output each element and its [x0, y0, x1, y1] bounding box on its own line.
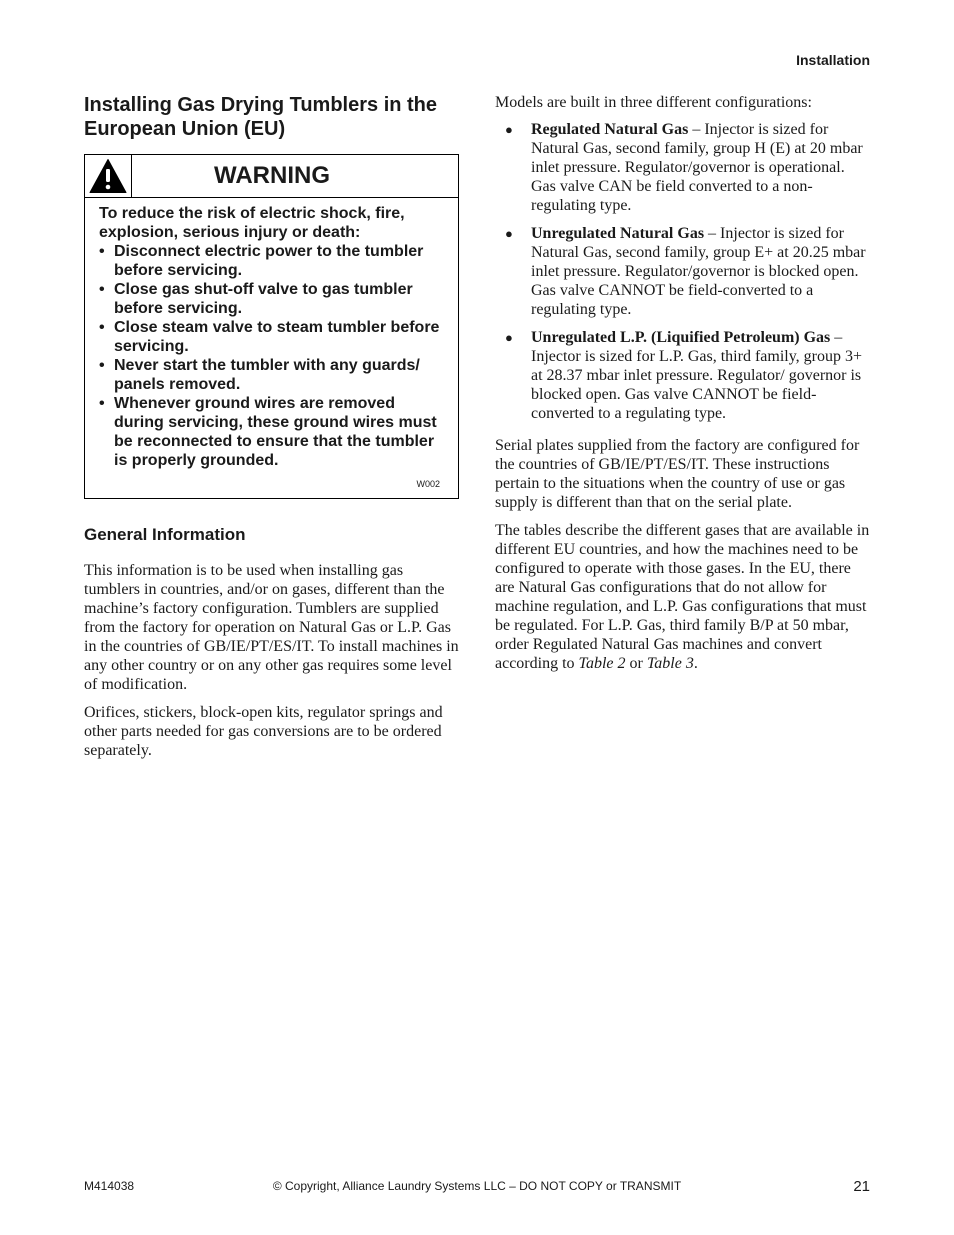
paragraph-text: or	[625, 655, 647, 672]
bullet-icon: ●	[505, 330, 513, 345]
warning-body	[85, 198, 458, 498]
warning-triangle-icon	[89, 158, 127, 194]
paragraph-text: .	[693, 655, 698, 672]
configuration-name: Unregulated L.P. (Liquified Petroleum) Gas	[531, 329, 831, 346]
bullet-icon: ●	[505, 226, 513, 241]
configuration-item	[495, 224, 870, 319]
warning-code: W002	[416, 479, 440, 489]
configuration-item	[495, 328, 870, 423]
configuration-description: – Injector is sized for Natural Gas, second family, group H (E) at 20 mbar inlet pressure. Regulator/governor is operational. Gas valve CAN be field converted to a non-regulating type.	[531, 121, 863, 214]
section-title: Installing Gas Drying Tumblers in the European Union (EU)	[84, 94, 438, 140]
configuration-description: – Injector is sized for L.P. Gas, third family, group 3+ at 28.37 mbar inlet pressure. Regulator/ governor is blocked open. Gas valve CANNOT be field-converted to a regulating type.	[531, 329, 863, 422]
subsection-heading: General Information	[84, 525, 246, 544]
document-id: M414038	[84, 1179, 135, 1193]
copyright-notice: © Copyright, Alliance Laundry Systems LLC – DO NOT COPY or TRANSMIT	[272, 1179, 682, 1193]
page-footer	[84, 1178, 870, 1198]
warning-icon-cell	[85, 155, 132, 197]
right-column	[495, 93, 870, 673]
configuration-name: Unregulated Natural Gas	[531, 225, 705, 242]
warning-item: • Close gas shut-off valve to gas tumbler before servicing.	[99, 280, 444, 318]
configuration-description: – Injector is sized for Natural Gas, second family, group E+ at 20.25 mbar inlet pressure. Regulator/governor is blocked open. Gas valve CANNOT be field-converted to a regulating type.	[531, 225, 866, 318]
warning-item: • Whenever ground wires are removed during servicing, these ground wires must be reconnected to ensure that the tumbler is properly grounded.	[99, 394, 444, 470]
configuration-name: Regulated Natural Gas	[531, 121, 689, 138]
left-column	[84, 93, 459, 760]
configuration-list	[495, 120, 870, 423]
paragraph: This information is to be used when installing gas tumblers in countries, and/or on gases, different than the machine’s factory configuration. Tumblers are supplied from the factory for operation on Natural Gas or L.P. Gas in the countries of GB/IE/PT/ES/IT. To install machines in any other country or on any other gas requires some level of modification.	[84, 562, 459, 693]
warning-item: • Close steam valve to steam tumbler before servicing.	[99, 318, 444, 356]
paragraph: Serial plates supplied from the factory are configured for the countries of GB/IE/PT/ES/IT. These instructions pertain to the situations when the country of use or gas supply is different than that on the serial plate.	[495, 437, 860, 511]
table-reference[interactable]: Table 3	[646, 655, 694, 672]
warning-title: WARNING	[214, 162, 330, 189]
paragraph: Orifices, stickers, block-open kits, regulator springs and other parts needed for gas conversions are to be ordered separately.	[84, 704, 443, 759]
configurations-intro: Models are built in three different configurations:	[495, 94, 812, 111]
table-reference[interactable]: Table 2	[578, 655, 626, 672]
paragraph-text: The tables describe the different gases that are available in different EU countries, and how the machines need to be configured to operate with those gases. In the EU, there are Natural Gas configurations that do not allow for machine regulation, and L.P. Gas configurations that must be regulated. For L.P. Gas, third family B/P at 50 mbar, order Regulated Natural Gas machines and convert according to	[495, 522, 870, 672]
warning-intro: To reduce the risk of electric shock, fire, explosion, serious injury or death:	[99, 205, 405, 241]
bullet-icon: ●	[505, 122, 513, 137]
page-number: 21	[853, 1178, 870, 1195]
warning-item: • Disconnect electric power to the tumbler before servicing.	[99, 242, 444, 280]
running-header-section: Installation	[796, 52, 870, 68]
configuration-item	[495, 120, 870, 215]
warning-box	[84, 154, 459, 499]
paragraph	[495, 521, 870, 673]
warning-list	[99, 242, 444, 470]
warning-header	[85, 155, 458, 198]
warning-item: • Never start the tumbler with any guards/ panels removed.	[99, 356, 444, 394]
